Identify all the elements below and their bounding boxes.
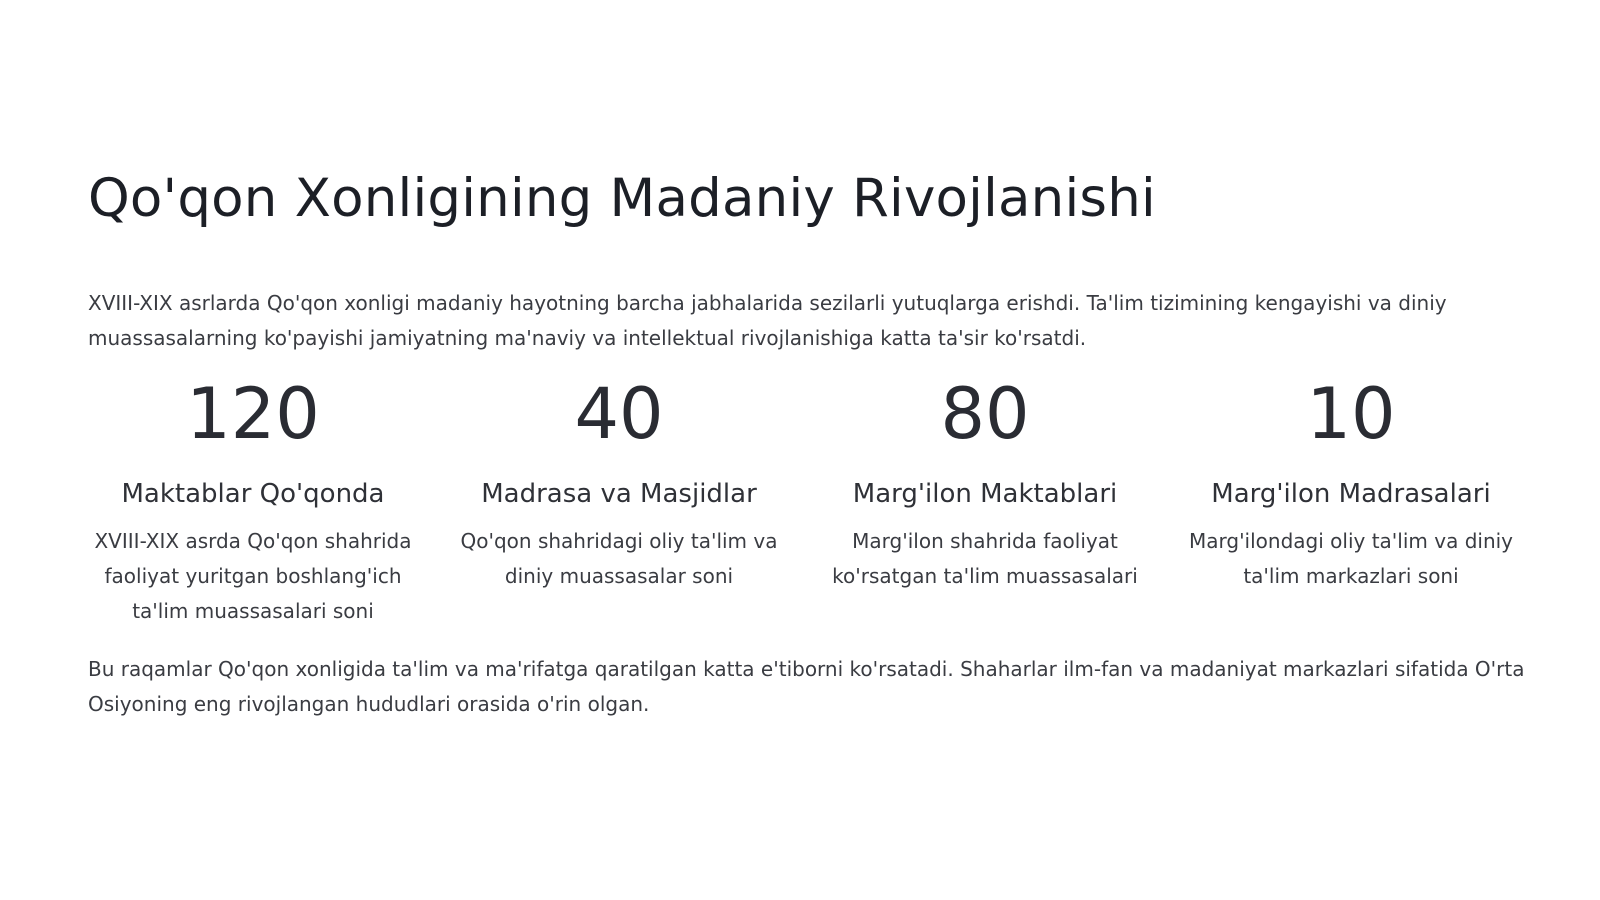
stat-description: Marg'ilondagi oliy ta'lim va diniy ta'lim markazlari soni [1188,529,1514,588]
stat-label: Madrasa va Masjidlar [481,479,757,509]
stat-label: Maktablar Qo'qonda [121,479,385,509]
stat-value: 10 [1306,373,1396,455]
stat-card-madrasas-margilan [1186,372,1516,629]
stat-label: Marg'ilon Madrasalari [1211,479,1491,509]
page-title: Qo'qon Xonligining Madaniy Rivojlanishi [88,168,1156,229]
outro-paragraph: Bu raqamlar Qo'qon xonligida ta'lim va ma'rifatga qaratilgan katta e'tiborni ko'rsatadi. Shaharlar ilm-fan va madaniyat markazlari sifatida O'rta Osiyoning eng rivojlangan hududlari orasida o'rin olgan. [88,657,1525,716]
intro-paragraph: XVIII-XIX asrlarda Qo'qon xonligi madaniy hayotning barcha jabhalarida sezilarli yutuqlarga erishdi. Ta'lim tizimining kengayishi va diniy muassasalarning ko'payishi jamiyatning ma'naviy va intellektual rivojlanishiga katta ta'sir ko'rsatdi. [88,291,1447,350]
stat-description: XVIII-XIX asrda Qo'qon shahrida faoliyat yuritgan boshlang'ich ta'lim muassasalari soni [94,529,412,623]
stat-value: 40 [574,373,664,455]
stat-card-madrasas-mosques [454,372,784,629]
stats-row [88,372,1516,629]
stat-card-schools-kokand [88,372,418,629]
stat-card-schools-margilan [820,372,1150,629]
stat-value: 80 [940,373,1030,455]
stat-value: 120 [186,373,320,455]
stat-label: Marg'ilon Maktablari [852,479,1118,509]
stat-description: Qo'qon shahridagi oliy ta'lim va diniy muassasalar soni [460,529,778,588]
stat-description: Marg'ilon shahrida faoliyat ko'rsatgan ta'lim muassasalari [832,529,1138,588]
